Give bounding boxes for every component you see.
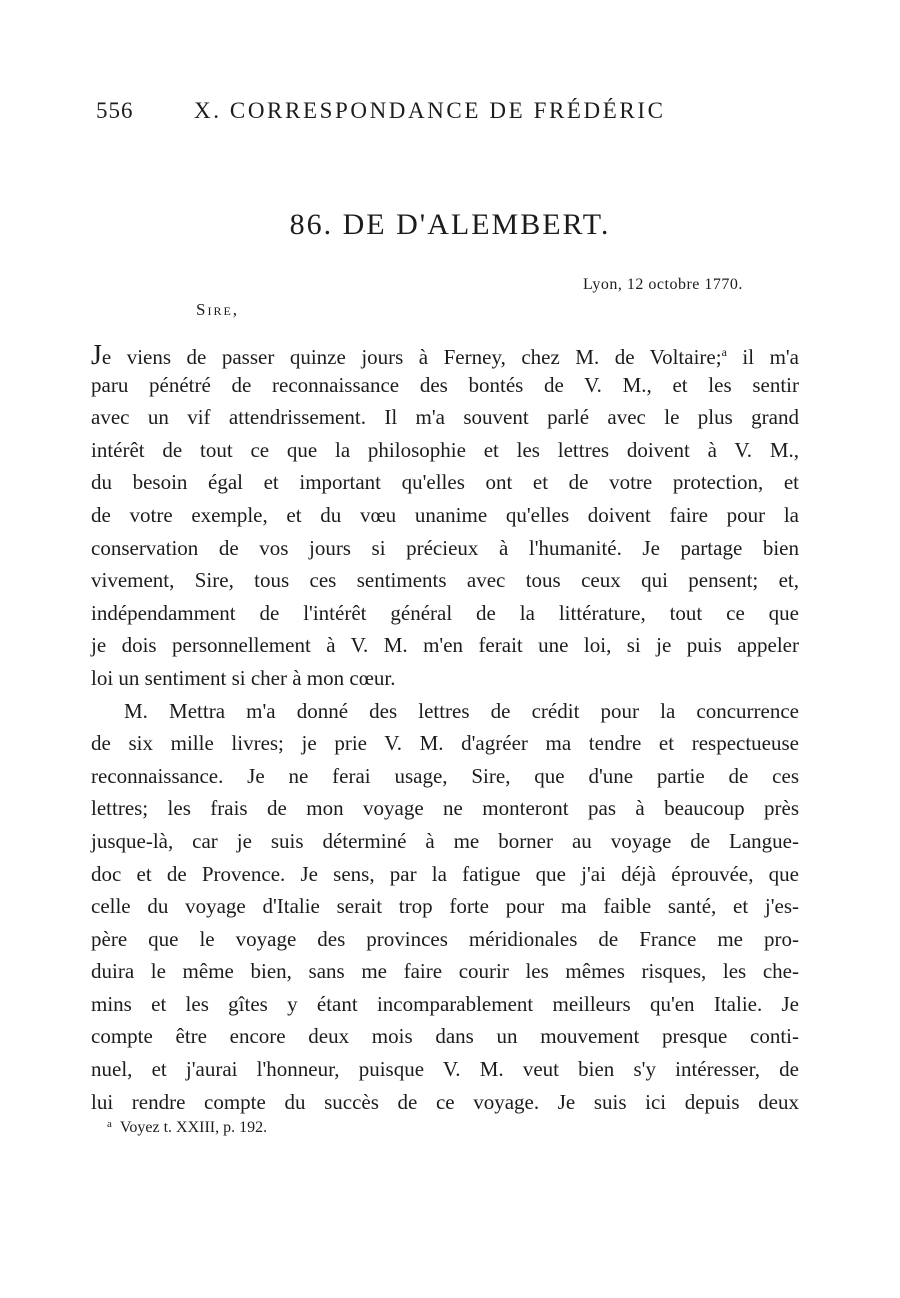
text-line: de six mille livres; je prie V. M. d'agréer ma tendre et respectueuse [91, 731, 799, 756]
text-line: lettres; les frais de mon voyage ne monteront pas à beaucoup près [91, 796, 799, 821]
text-line: conservation de vos jours si précieux à l'humanité. Je partage bien [91, 535, 799, 560]
footnote [107, 1118, 267, 1137]
running-title: X. CORRESPONDANCE DE FRÉDÉRIC [194, 98, 666, 123]
letter-title: 86. DE D'ALEMBERT. [289, 208, 611, 241]
running-head [96, 98, 716, 124]
text-line [91, 336, 799, 369]
text-line: duira le même bien, sans me faire courir les mêmes risques, les che- [91, 959, 799, 984]
text-line: paru pénétré de reconnaissance des bontés de V. M., et les sentir [91, 372, 799, 397]
text-line: lui rendre compte du succès de ce voyage. Je suis ici depuis deux [91, 1089, 799, 1114]
text-line: je dois personnellement à V. M. m'en ferait une loi, si je puis appeler [91, 633, 799, 658]
text-line: celle du voyage d'Italie serait trop forte pour ma faible santé, et j'es- [91, 894, 799, 919]
text-line-tail: il m'a [726, 345, 800, 369]
page-number: 556 [96, 98, 134, 123]
salutation: Sire, [196, 300, 240, 319]
footnote-marker: a [107, 1118, 112, 1130]
dateline: Lyon, 12 octobre 1770. [583, 276, 743, 293]
text-line-content: e viens de passer quinze jours à Ferney, chez M. de Voltaire; [101, 345, 722, 369]
text-line: indépendamment de l'intérêt général de la littérature, tout ce que [91, 600, 799, 625]
text-line: M. Mettra m'a donné des lettres de crédit pour la concurrence [124, 698, 799, 723]
text-line: loi un sentiment si cher à mon cœur. [91, 665, 396, 690]
letter-body [91, 336, 799, 1118]
text-line: mins et les gîtes y étant incomparablement meilleurs qu'en Italie. Je [91, 991, 799, 1016]
text-line: reconnaissance. Je ne ferai usage, Sire, que d'une partie de ces [91, 763, 799, 788]
text-line: de votre exemple, et du vœu unanime qu'elles doivent faire pour la [91, 502, 799, 527]
text-line: intérêt de tout ce que la philosophie et les lettres doivent à V. M., [91, 437, 799, 462]
text-line: avec un vif attendrissement. Il m'a souvent parlé avec le plus grand [91, 405, 799, 430]
footnote-text: Voyez t. XXIII, p. 192. [119, 1119, 268, 1136]
text-line: du besoin égal et important qu'elles ont et de votre protection, et [91, 470, 799, 495]
text-line: père que le voyage des provinces méridionales de France me pro- [91, 926, 799, 951]
text-line: jusque-là, car je suis déterminé à me borner au voyage de Langue- [91, 828, 799, 853]
text-line: compte être encore deux mois dans un mouvement presque conti- [91, 1024, 799, 1049]
dropcap: J [91, 340, 102, 371]
text-line: doc et de Provence. Je sens, par la fatigue que j'ai déjà éprouvée, que [91, 861, 799, 886]
footnote-ref: a [721, 345, 727, 359]
text-line: nuel, et j'aurai l'honneur, puisque V. M. veut bien s'y intéresser, de [91, 1057, 799, 1082]
text-line: vivement, Sire, tous ces sentiments avec tous ceux qui pensent; et, [91, 568, 799, 593]
